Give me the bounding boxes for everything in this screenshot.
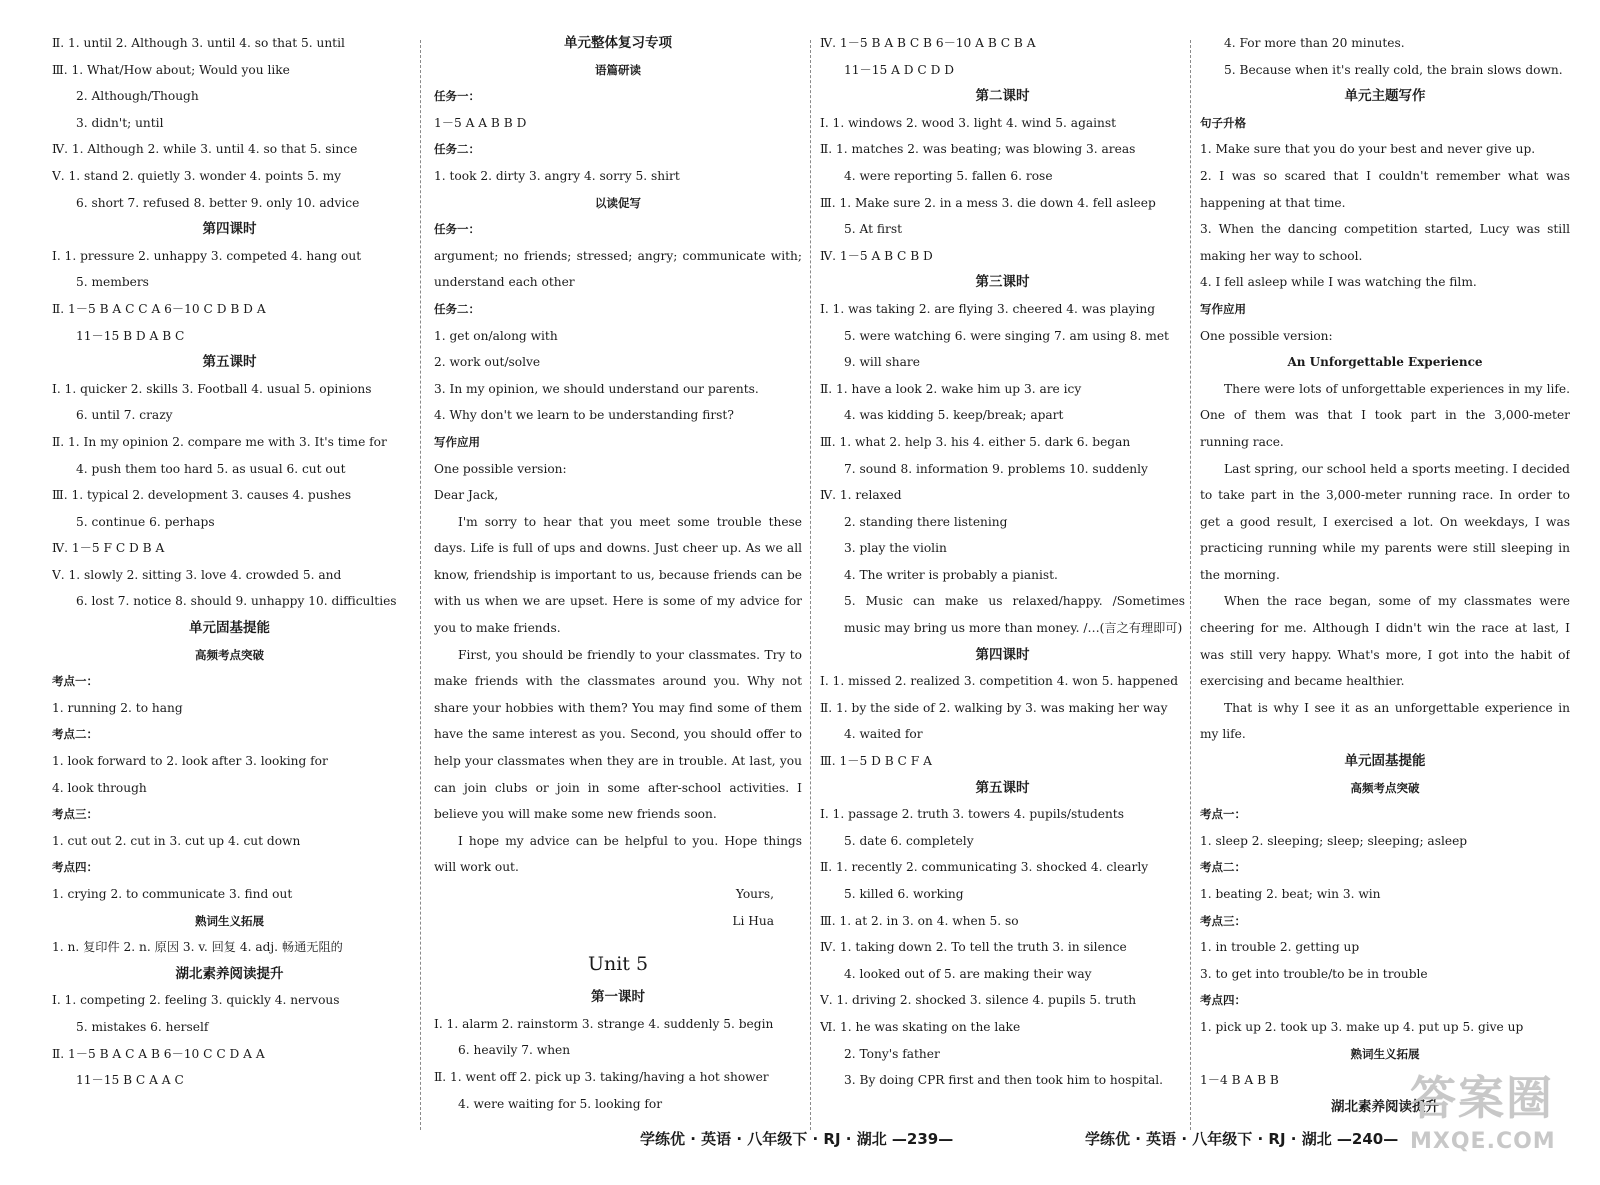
- answer-line: 5. At first: [844, 222, 902, 237]
- answer-line: 1－4 B A B B: [1200, 1073, 1279, 1088]
- answer-line: 9. will share: [844, 355, 920, 370]
- answer-line: 单元整体复习专项: [564, 35, 672, 51]
- answer-line: 第五课时: [202, 354, 257, 371]
- answer-line: 4. push them too hard 5. as usual 6. cut out: [76, 461, 346, 476]
- answer-line: 4. was kidding 5. keep/break; apart: [844, 408, 1064, 423]
- answer-line: 5. Music can make us relaxed/happy. /Sometimes music may bring us more than money. /…(言之有理即可): [844, 594, 1185, 636]
- answer-line: Ⅱ. 1. In my opinion 2. compare me with 3. It's time for: [52, 434, 387, 449]
- answer-line: Ⅰ. 1. missed 2. realized 3. competition 4. won 5. happened: [820, 674, 1179, 689]
- answer-line: 4. Why don't we learn to be understanding first?: [434, 408, 734, 423]
- answer-line: Ⅲ. 1. typical 2. development 3. causes 4. pushes: [52, 488, 352, 503]
- answer-line: Ⅱ. 1－5 B A C A B 6－10 C C D A A: [52, 1046, 265, 1061]
- answer-line: 3. By doing CPR first and then took him to hospital.: [844, 1073, 1164, 1088]
- answer-line: 1. crying 2. to communicate 3. find out: [52, 887, 293, 901]
- answer-line: 单元固基提能: [189, 620, 270, 637]
- answer-line: Ⅰ. 1. windows 2. wood 3. light 4. wind 5. against: [820, 115, 1117, 130]
- answer-line: Ⅱ. 1. until 2. Although 3. until 4. so that 5. until: [52, 36, 345, 50]
- answer-line: 1. took 2. dirty 3. angry 4. sorry 5. shirt: [434, 168, 680, 183]
- answer-line: Ⅰ. 1. alarm 2. rainstorm 3. strange 4. suddenly 5. begin: [434, 1016, 774, 1031]
- answer-line: 第四课时: [975, 646, 1030, 663]
- answer-line: Ⅲ. 1. What/How about; Would you like: [52, 62, 290, 77]
- answer-line: 第五课时: [975, 779, 1030, 796]
- answer-line: 1. Make sure that you do your best and never give up.: [1200, 142, 1536, 157]
- watermark-logo: 答案圈: [1410, 1071, 1554, 1125]
- answer-line: 5. continue 6. perhaps: [76, 514, 215, 529]
- answer-line: Ⅱ. 1. have a look 2. wake him up 3. are icy: [820, 381, 1082, 396]
- answer-line: Ⅲ. 1－5 D B C F A: [820, 754, 932, 769]
- answer-line: 任务二：: [434, 301, 480, 316]
- answer-line: 湖北素养阅读提升: [1331, 1098, 1439, 1115]
- answer-line: Ⅴ. 1. driving 2. shocked 3. silence 4. pupils 5. truth: [820, 993, 1137, 1008]
- answer-line: 2. Tony's father: [844, 1046, 940, 1061]
- answer-line: 2. I was so scared that I couldn't remember what was happening at that time.: [1200, 168, 1570, 210]
- answer-line: 4. For more than 20 minutes.: [1224, 36, 1405, 50]
- answer-line: Ⅵ. 1. he was skating on the lake: [820, 1019, 1021, 1034]
- answer-line: 3. didn't; until: [76, 115, 164, 130]
- answer-line: 1. beating 2. beat; win 3. win: [1200, 887, 1381, 901]
- answer-line: Ⅱ. 1－5 B A C C A 6－10 C D B D A: [52, 301, 266, 316]
- answer-column-3: [820, 30, 1185, 1120]
- answer-line: 2. standing there listening: [844, 514, 1008, 529]
- answer-line: 1－5 A A B B D: [434, 115, 527, 130]
- answer-line: 4. looked out of 5. are making their way: [844, 966, 1092, 981]
- answer-line: 6. short 7. refused 8. better 9. only 10. advice: [76, 195, 360, 210]
- answer-line: Ⅳ. 1－5 B A B C B 6－10 A B C B A: [820, 36, 1036, 50]
- answer-line: Dear Jack,: [434, 488, 499, 503]
- answer-line: 湖北素养阅读提升: [175, 965, 284, 982]
- answer-line: 第二课时: [975, 88, 1030, 105]
- answer-line: One possible version:: [434, 461, 567, 476]
- answer-line: First, you should be friendly to your classmates. Try to make friends with the classmates around you. Why not share your hobbies with them? You may find some of them have the same interest as you. Second, you should offer to help your classmates when they are in trouble. At last, you can join clubs or join in some after-school activities. I believe you will make some new friends soon.: [434, 647, 802, 822]
- answer-column-4: [1200, 30, 1570, 1120]
- answer-line: Ⅴ. 1. slowly 2. sitting 3. love 4. crowded 5. and: [52, 567, 342, 582]
- answer-line: 1. look forward to 2. look after 3. looking for: [52, 754, 328, 769]
- answer-line: 6. heavily 7. when: [458, 1043, 571, 1058]
- answer-line: 句子升格: [1200, 115, 1246, 130]
- answer-line: Ⅳ. 1. taking down 2. To tell the truth 3. in silence: [820, 940, 1127, 955]
- answer-line: 11－15 B D A B C: [76, 328, 185, 343]
- answer-line: 任务一：: [434, 222, 480, 237]
- answer-line: 3. play the violin: [844, 541, 947, 556]
- answer-line: 熟词生义拓展: [1350, 1046, 1420, 1061]
- answer-line: 6. lost 7. notice 8. should 9. unhappy 10. difficulties: [76, 594, 397, 609]
- answer-line: Li Hua: [732, 913, 774, 928]
- answer-line: 11－15 B C A A C: [76, 1073, 184, 1088]
- answer-line: Ⅳ. 1－5 A B C B D: [820, 248, 933, 263]
- answer-line: 1. get on/along with: [434, 328, 558, 343]
- answer-line: 第一课时: [591, 989, 645, 1006]
- answer-line: 3. In my opinion, we should understand our parents.: [434, 381, 759, 396]
- answer-line: 4. waited for: [844, 727, 923, 742]
- answer-line: 3. When the dancing competition started, Lucy was still making her way to school.: [1200, 222, 1570, 263]
- answer-line: 考点二：: [1200, 860, 1246, 875]
- answer-line: Ⅳ. 1. relaxed: [820, 488, 902, 503]
- answer-line: 考点一：: [1200, 807, 1246, 822]
- answer-line: 以读促写: [595, 195, 641, 210]
- answer-line: 考点一：: [52, 674, 98, 689]
- answer-line: 3. to get into trouble/to be in trouble: [1200, 966, 1428, 981]
- answer-line: Ⅲ. 1. at 2. in 3. on 4. when 5. so: [820, 913, 1019, 928]
- answer-line: 1. n. 复印件 2. n. 原因 3. v. 回复 4. adj. 畅通无阻的: [52, 940, 343, 955]
- answer-line: There were lots of unforgettable experiences in my life. One of them was that I took part in the 3,000-meter running race.: [1200, 381, 1570, 449]
- answer-line: 第三课时: [975, 274, 1030, 291]
- answer-line: Ⅱ. 1. by the side of 2. walking by 3. was making her way: [820, 700, 1168, 715]
- answer-line: 单元固基提能: [1344, 753, 1426, 770]
- page-footer-left: 学练优 · 英语 · 八年级下 · RJ · 湖北 —239—: [640, 1130, 954, 1148]
- answer-line: 7. sound 8. information 9. problems 10. suddenly: [844, 461, 1148, 476]
- answer-line: Ⅰ. 1. competing 2. feeling 3. quickly 4. nervous: [52, 993, 340, 1008]
- answer-line: 5. mistakes 6. herself: [76, 1019, 209, 1034]
- column-divider: [1190, 40, 1191, 1130]
- answer-line: Ⅰ. 1. passage 2. truth 3. towers 4. pupils/students: [820, 807, 1124, 822]
- answer-line: argument; no friends; stressed; angry; communicate with; understand each other: [434, 248, 802, 290]
- answer-line: That is why I see it as an unforgettable experience in my life.: [1200, 700, 1570, 742]
- answer-line: 5. date 6. completely: [844, 833, 974, 848]
- answer-line: When the race began, some of my classmates were cheering for me. Although I didn't win the race at last, I was still very happy. What's more, I got into the habit of exercising and became healthier.: [1200, 594, 1570, 689]
- answer-line: 11－15 A D C D D: [844, 62, 955, 77]
- answer-line: 写作应用: [1200, 301, 1246, 316]
- answer-line: 写作应用: [434, 434, 480, 449]
- answer-line: 考点四：: [52, 860, 98, 875]
- answer-line: 任务二：: [434, 142, 480, 157]
- answer-line: Yours,: [735, 887, 774, 901]
- answer-line: Unit 5: [587, 953, 649, 976]
- answer-line: 6. until 7. crazy: [76, 408, 173, 423]
- answer-line: Ⅲ. 1. what 2. help 3. his 4. either 5. dark 6. began: [820, 434, 1131, 449]
- answer-line: Ⅳ. 1. Although 2. while 3. until 4. so that 5. since: [52, 142, 358, 157]
- answer-column-2: [434, 30, 802, 1120]
- answer-line: 4. were reporting 5. fallen 6. rose: [844, 168, 1053, 183]
- answer-line: Ⅴ. 1. stand 2. quietly 3. wonder 4. points 5. my: [52, 168, 342, 183]
- answer-line: 4. look through: [52, 780, 147, 795]
- answer-line: 考点四：: [1200, 993, 1246, 1008]
- answer-line: 5. Because when it's really cold, the brain slows down.: [1224, 62, 1563, 77]
- answer-line: 1. pick up 2. took up 3. make up 4. put up 5. give up: [1200, 1019, 1524, 1034]
- answer-line: I hope my advice can be helpful to you. Hope things will work out.: [434, 833, 802, 875]
- answer-line: 考点三：: [52, 807, 98, 822]
- answer-line: 2. work out/solve: [434, 355, 541, 370]
- answer-line: I'm sorry to hear that you meet some trouble these days. Life is full of ups and downs. Just cheer up. As we all know, friendship is important to us, because friends can be with us when we are upset. Here is some of my advice for you to make friends.: [434, 514, 802, 636]
- answer-line: 5. killed 6. working: [844, 887, 964, 901]
- answer-line: One possible version:: [1200, 328, 1333, 343]
- answer-line: [434, 1117, 802, 1120]
- answer-line: 第四课时: [202, 221, 257, 238]
- answer-column-1: [52, 30, 407, 1120]
- column-divider: [810, 40, 811, 1130]
- answer-line: Last spring, our school held a sports meeting. I decided to take part in the 3,000-meter running race. In order to get a good result, I exercised a lot. On weekdays, I was practicing running while my parents were still sleeping in the morning.: [1200, 461, 1570, 582]
- answer-line: Ⅰ. 1. pressure 2. unhappy 3. competed 4. hang out: [52, 248, 362, 263]
- answer-line: 考点三：: [1200, 913, 1246, 928]
- answer-line: 单元主题写作: [1344, 88, 1426, 105]
- watermark: [1410, 1068, 1580, 1178]
- answer-line: Ⅰ. 1. was taking 2. are flying 3. cheered 4. was playing: [820, 301, 1156, 316]
- watermark-url: MXQE.COM: [1410, 1129, 1556, 1154]
- answer-line: 4. The writer is probably a pianist.: [844, 567, 1058, 582]
- answer-line: An Unforgettable Experience: [1287, 355, 1483, 370]
- answer-line: 熟词生义拓展: [195, 913, 264, 928]
- page-footer-right: 学练优 · 英语 · 八年级下 · RJ · 湖北 —240—: [1085, 1130, 1399, 1148]
- answer-line: Ⅲ. 1. Make sure 2. in a mess 3. die down 4. fell asleep: [820, 195, 1156, 210]
- answer-line: 4. I fell asleep while I was watching the film.: [1200, 275, 1477, 290]
- answer-line: Ⅱ. 1. recently 2. communicating 3. shocked 4. clearly: [820, 860, 1149, 875]
- answer-line: 考点二：: [52, 727, 98, 742]
- answer-line: Ⅰ. 1. quicker 2. skills 3. Football 4. usual 5. opinions: [52, 381, 372, 396]
- answer-line: 1. running 2. to hang: [52, 700, 183, 715]
- column-divider: [420, 40, 421, 1130]
- answer-line: 5. members: [76, 275, 149, 290]
- answer-line: 1. in trouble 2. getting up: [1200, 940, 1360, 955]
- answer-line: 高频考点突破: [195, 647, 264, 662]
- answer-line: 任务一：: [434, 89, 480, 104]
- answer-line: 5. were watching 6. were singing 7. am using 8. met: [844, 328, 1169, 343]
- answer-line: 语篇研读: [595, 62, 641, 77]
- answer-line: Ⅱ. 1. went off 2. pick up 3. taking/having a hot shower: [434, 1069, 769, 1084]
- answer-line: 4. were waiting for 5. looking for: [458, 1096, 663, 1111]
- answer-line: Ⅳ. 1－5 F C D B A: [52, 541, 165, 556]
- answer-line: 1. cut out 2. cut in 3. cut up 4. cut down: [52, 833, 301, 848]
- answer-line: 2. Although/Though: [76, 89, 199, 104]
- answer-line: Ⅱ. 1. matches 2. was beating; was blowing 3. areas: [820, 142, 1136, 157]
- answer-line: 1. sleep 2. sleeping; sleep; sleeping; asleep: [1200, 833, 1468, 848]
- answer-line: 高频考点突破: [1350, 780, 1420, 795]
